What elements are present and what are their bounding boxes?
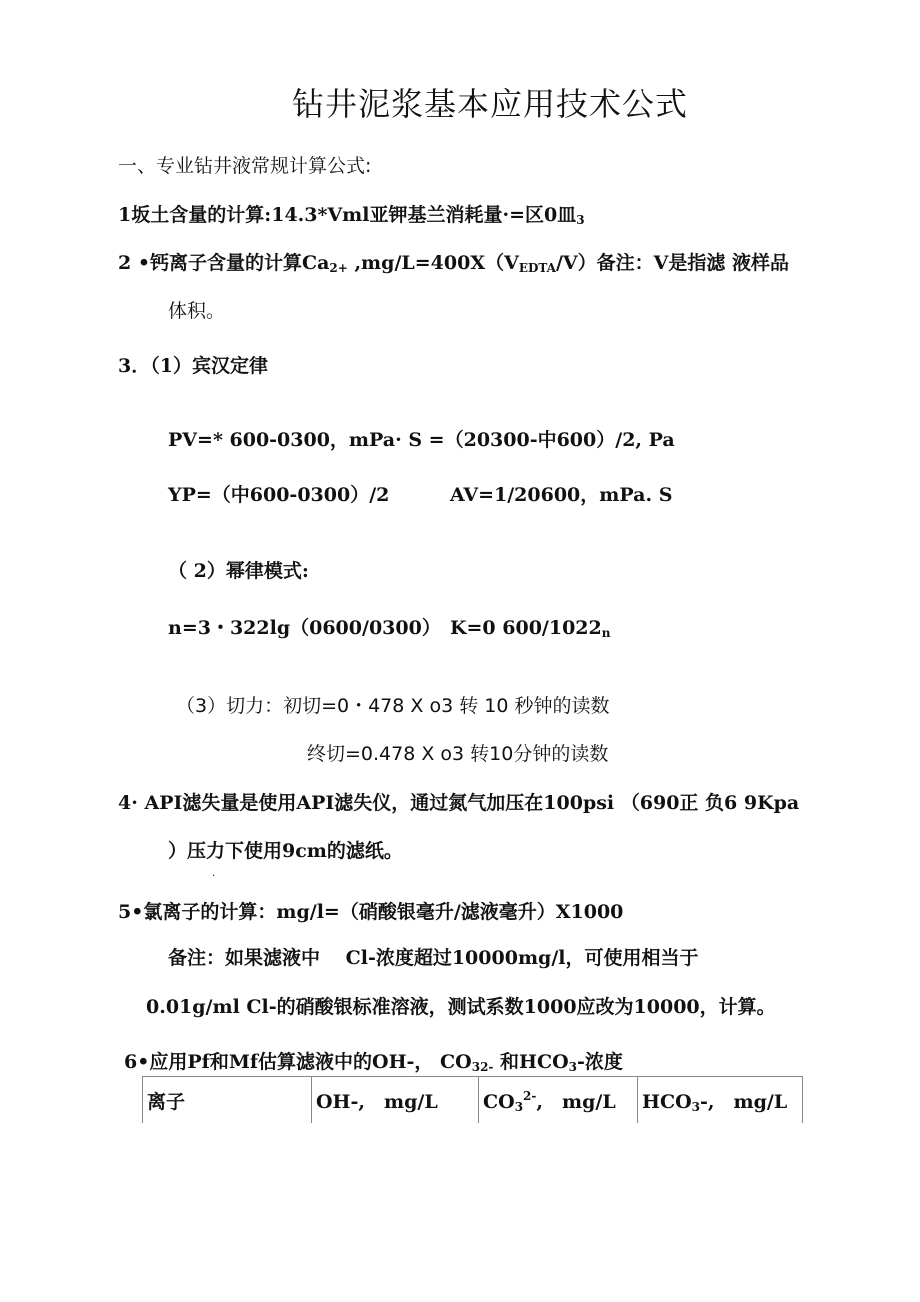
table-header-oh: OH-, mg/L xyxy=(312,1077,479,1124)
formula-calcium-a: 2 •钙离子含量的计算Ca xyxy=(118,252,330,274)
formula-bentonite-text: 1坂土含量的计算:14.3*Vml亚钾基兰消耗量·=区0皿 xyxy=(118,204,577,226)
co3-sub: 3 xyxy=(514,1099,524,1114)
hco3-sub: 3 xyxy=(691,1099,700,1114)
formula-av: AV=1/20600，mPa. S xyxy=(450,484,673,506)
pf-mf-co-sub: 32- xyxy=(471,1060,494,1074)
formula-bentonite xyxy=(118,203,585,232)
formula-k xyxy=(450,616,610,645)
pf-mf-b: 和HCO xyxy=(493,1051,569,1073)
formula-yp: YP=（中600-0300）/2 xyxy=(168,484,390,506)
formula-k-text: K=0 600/1022 xyxy=(450,617,602,639)
pf-mf-c: -浓度 xyxy=(577,1051,623,1073)
pf-mf-a: 6•应用Pf和Mf估算滤液中的OH-， CO xyxy=(124,1051,472,1073)
ion-table xyxy=(142,1076,803,1123)
hco3-base: HCO xyxy=(642,1090,692,1113)
chloride-note-line1: 备注：如果滤液中 Cl-浓度超过10000mg/l，可使用相当于 xyxy=(168,947,699,969)
api-filtrate-line2: ）压力下使用9cm的滤纸。 xyxy=(168,840,403,862)
chloride-note-line2: 0.01g/ml Cl-的硝酸银标准溶液，测试系数1000应改为10000，计算。 xyxy=(146,996,776,1018)
formula-calcium-edta-sub: EDTA xyxy=(518,261,556,275)
table-header-hco3 xyxy=(638,1077,803,1124)
formula-k-sub: n xyxy=(601,626,611,640)
formula-calcium-b: ,mg/L=400X（V xyxy=(347,252,519,274)
pf-mf-hco-sub: 3 xyxy=(568,1060,578,1074)
gel-strength-initial: （3）切力：初切=0・478 X o3 转 10 秒钟的读数 xyxy=(176,695,610,717)
api-filtrate-line1: 4· API滤失量是使用API滤失仪，通过氮气加压在100psi （690正 负6 9Kpa xyxy=(118,792,800,814)
formula-n: n=3・322lg（0600/0300） xyxy=(168,617,441,639)
co3-tail: , mg/L xyxy=(536,1090,616,1113)
table-header-ion: 离子 xyxy=(143,1077,312,1124)
co3-base: CO xyxy=(483,1090,515,1113)
table-header-co3 xyxy=(479,1077,638,1124)
section-heading: 一、专业钻井液常规计算公式: xyxy=(118,155,372,177)
hco3-tail: -, mg/L xyxy=(699,1090,788,1113)
pf-mf-heading xyxy=(124,1050,623,1079)
table-row xyxy=(143,1077,803,1124)
power-law-heading: （ 2）幂律模式: xyxy=(168,560,309,582)
chloride-formula: 5•氯离子的计算：mg/l=（硝酸银毫升/滤液毫升）X1000 xyxy=(118,901,624,923)
formula-calcium-ca-sub: 2+ xyxy=(329,261,348,275)
formula-pv: PV=* 600-0300，mPa· S =（20300-中600）/2, Pa xyxy=(168,429,675,451)
formula-calcium-line2: 体积。 xyxy=(168,300,226,322)
gel-strength-final: 终切=0.478 X o3 转10分钟的读数 xyxy=(307,743,609,765)
formula-calcium xyxy=(118,251,789,280)
stray-dot: . xyxy=(212,868,216,879)
formula-bentonite-sub: 3 xyxy=(576,213,585,227)
co3-sup: 2- xyxy=(523,1088,537,1103)
bingham-heading: 3．（1）宾汉定律 xyxy=(118,355,268,377)
formula-calcium-c: /V）备注：V是指滤 液样品 xyxy=(555,252,789,274)
page-title: 钻井泥浆基本应用技术公式 xyxy=(291,85,688,123)
